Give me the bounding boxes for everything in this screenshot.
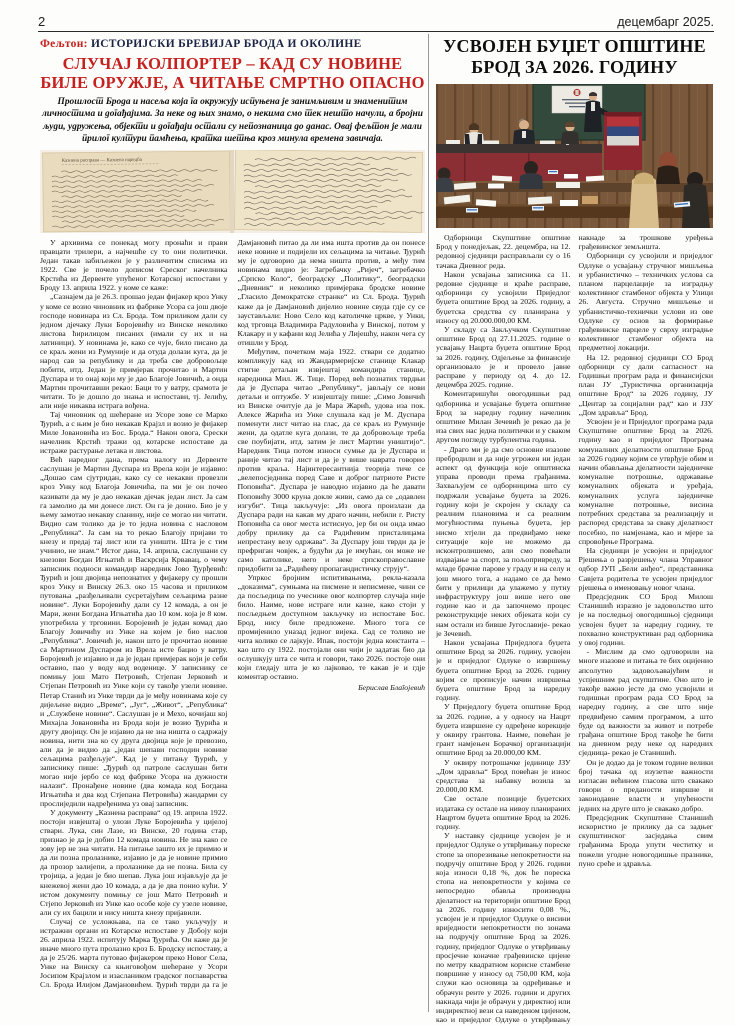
feuilleton-lead: Прошлост Брода и насеља која га окружују испуњена је занимљивим и знаменитим личностима и догађајима. За неке од њих знамо, о некима смо тек нешто начули, а бројни људи, удружења, објекти и догађаји остали су непознаница до данас. Овај фељтон је мали прилог култури памћења, кратка шетња кроз минула времена завичаја.	[42, 97, 423, 144]
council-session-photo	[436, 84, 713, 228]
feuilleton-kicker	[40, 38, 425, 50]
paragraph: Одборници су усвојили и приједлог Одлуке о усвајању стручног мишљења и урбанистичко – техничких услова са планом парцелације за изградњу колективног стамбеног објекта у Улици 26. Августа. Стручно мишљење и урбанистичко-технички услови из ове Одлуке су основ за формирање грађевинске парцеле у сврху изградње колективног стамбеног објекта на предметној локацији.	[578, 251, 713, 353]
feuilleton-article	[40, 36, 425, 994]
feuilleton-body	[40, 238, 425, 994]
paragraph: У наставку сједнице усвојен је и приједлог Одлуке о утврђивању пореске стопе за опорезивање непокретности на подручју општине Брод у 2026. години која износи 0,18 %, док ће пореска стопа на непокретности у којима се непосредно обавља производна дјелатност на територији општине Брод за 2026. годину износити 0,08 %., усвојен је и приједлог Одлуке о висини вриједности непокретности по зонама на подручју општине Брод за 2026. годину, приједлог Одлуке о утврђивању просјечне коначне грађевинске цијене по метру квадратном корисне стамбене површине у износу од 750,00 КМ, која служи као основица за одређивање и обрачун ренте у 2026. години и других накнада чији је обрачун у директној или индиректној вези са наведеном цијеном, као и приједлог Одлуке о утврђивању накнаде за трошкове уређења грађевинског земљишта.	[436, 233, 713, 1025]
paragraph: На 12. редовној сједници СО Брод одборници су дали сагласност на Годишњи програм рада и финансијски план ЈУ „Туристичка организација општине Брод“ за 2026 годину, ЈУ „Центар за социјални рад“ као и ЈЗУ „Дом здравља“ Брод.	[578, 352, 713, 417]
paragraph: У оквиру потрошачке јединице ЈЗУ „Дом здравља“ Брод повећан је износ средстава за набавку возила за 20.000,00 КМ.	[436, 757, 571, 795]
kicker-title: ИСТОРИЈСКИ БРЕВИЈАР БРОДА И ОКОЛИНЕ	[90, 38, 362, 50]
paragraph: Тај чиновник од шећеране из Усоре зове се Марко Ђурић, а с њим је био некакав Крајзл и возио је фијакер Миле Јовановића из Бос. Брода.“ Након овога, Срески начелник Крстић тражи од котарске испоставе да истраже растурање летака и листова.	[40, 410, 228, 456]
paragraph: У складу са Закључком Скупштине општине Брод од 27.11.2025. године о усвајању Нацрта буџета општине Брод за 2026. годину, Одјељење за финансије организовало је и провело јавне расправе у периоду од 4. до 12. децембра 2025. године.	[436, 325, 571, 390]
paragraph: У архивима се понекад могу пронаћи и прави правцати трилери, а најчешће су то они политички. Један такав забиљежен је у различитим списима из 1922. Све је почело дописом Среског начелника Крстића из Дервенте упућеног Котарској испостави у Броду 13. априла 1922. у коме се каже:	[40, 238, 228, 293]
feuilleton-byline: Берислав Благојевић	[358, 683, 425, 693]
document-header-text: Казнена расправа — Казнена наредба	[61, 158, 142, 164]
paragraph: Он је додао да је током године велики број тачака од изузетне важности изгласан већином гласова што свакако говори о преданости извршне и законодавне власти и упућености једних на друге што је свакако добро.	[578, 757, 713, 813]
kicker-label: Фељтон:	[40, 38, 88, 50]
paragraph: Предсједник Скупштине Станишић искористио је прилику да са задњег скупштинског засједања свим грађанима Брода упути честитку и пожели угодне новогодишње празнике, пуно среће и здравља.	[578, 812, 713, 868]
paragraph: У документу „Казнена расправа“ од 19. априла 1922. постоји извјештај о улози Луке Боројевића у цијелој ствари. Лука, син Лазе, из Винске, 20 година стар, признао је да је добио 12 комада новина. Не зна како се зову јер не зна читати. На питање зашто их је примио и да ли позна пролазнике, изјавио је да је новине примио да прозор залијепи, а пролазнике да не позна. Била су тројица, а један је био шепав. Лука још изјављује да је кнежевој жени дао 10 комада, а да је два понио кући. У истом документу помињу се још Мато Петровић и Стјепо Јерковић из Унке као особе које су узеле новине, али су их бацили и нису ништа кнезу пријавили.	[40, 808, 228, 917]
paragraph: Упркос бројним испитивањима, рекла-казала „доказима“, сумњама на писмене и неписмене, чини се да посљедица по учеснике овог колпортер случаја није било. Наиме, нове истраге или казне, како стоји у посљедњем доступном закључку из испоставе Бос. Брод, нису биле предложене. Много тога се промијенило уназад једног вијека. Сад се толико не чита колико се лајкује. Ипак, постоји једна константа – као што су 1922. постојали они чији је задатак био да ослушкују шта се чита и говори, тако 2026. постоје они који гледају шта је ко лајковао, те какав је и гдје коментар оставио.	[237, 572, 425, 682]
page-header	[38, 14, 714, 32]
section-divider	[428, 34, 429, 1012]
paragraph: - Драго ми је да смо основне изазове пребродили и да није угрожен ни један аспект од функција које општинска управа проводи према грађанима. Захваљујем се одборницима што су подржали усвајање буџета за 2026. годину који је скројен у складу са реалним плановима и са реалним могућностима пуњења буџета, јер нисмо хтјели да предвиђамо неке ситуације које не можемо да исконтролишемо, али смо повећали издвајање за спорт, за пољопривреду, за младе брачне парове у граду и на селу и још много тога, а надамо се да ћемо бити у прилици да улажемо у путну инфраструктуру још више него ове године као и да започнемо процес реконструкције неких објеката који су нам остали из бивше Југославије- рекао је Зечевић.	[436, 444, 571, 638]
budget-article	[436, 34, 713, 1025]
paragraph: Међутим, почетком маја 1922. ствари се додатно компликују кад из Жандармеријске станице Клакар стигне детаљан извјештај командира станице, наредника Мил. Ж. Тице. Поред већ познатих тврдњи да је Дуспара читао „Републику“, јављају се нови детаљи и оптужбе. У извјештају пише: „Симо Јовичић из Винске очитује да је Мара Жарић, удова иза пок. Алексе Жарића из Унке слушала кад је М. Дуспара поменути лист читао на глас, да се краљ из Румуније жени, да одатле куга долази, те да добровољце треба све поубијати, итд. затим је лист Мартин уништијо“. Наредник Тица потом износи сумње да је Дуспара и раније читао тај лист и да је у више наврата говорио против краља. Најинтересантнија теорија тиче се „велепосједника поред Саве и доброг патриоте Ристе Поповића“. Дуспара је наводно изјавио да ће давати Поповићу 3000 круна докле живи, само да се „одавлен изгуби“. Тица закључује: „Из овога произлази да Дуспара ради на какав му драго начин, небили г. Ристу Поповића са овог места истиснуо, јер би он онда имао добру прилику да са Радићевим присталицама непрестану везу одржава“. За Дуспару још тврди да је префриган човјек, а будући да је имућан, он може не само католике, него и неке српскоправославне придобити за „Радићеву пропагандистичку струју“.	[237, 346, 425, 573]
paragraph: Усвојен је и Приједлог програма рада Скупштине општине Брод за 2026. годину као и приједлог Програма комуналних дјелатности општине Брод за 2026 годину којим се утврђује обим и начин обављања дјелатности заједничке комуналне потрошње, одржавање комуналних објеката и уређаја, комуналних услуга заједничке комуналне потрошње, висина потребних средстава за реализацију и распоред средстава за сваку дјелатност посебно, по намјенама, као и мјере за спровођење Програма.	[578, 417, 713, 546]
paragraph: Након усвајања записника са 11. редовне сједнице и краће расправе, одборници су усвојили Приједлог буџета општине Брод за 2026. годину, а буџетска средства су планирана у износу од 20.000.000,00 КМ.	[436, 269, 571, 325]
podium-with-flag	[604, 112, 642, 170]
paragraph: Већ наредног дана, према налогу из Дервенте саслушан је Мартин Дуспара из Врела који је изјавио: „Дошао сам сјутридан, како су се некакви провезли кроз Унку код Благоја Јовичића, па ми је он почео казивати да му је дао некакав дјечак један лист. Ја сам га замолио да ми донесе лист. Он га је донио. Био је у њему замотао некакву сланину, није се могао ни читати. Видио сам толико да је то једна новина с насловом „Република“. Ја сам на то рекао Благоју пријави то кнезу и предај тај лист или га уништи. Шта је с тим учинио, не знам.“ Истог дана, 14. априла, саслушани су кнезови Богдан Игњатић и Васкрсија Крвавац, о чему записник подноси командир наредник Јово Ђурђевић: Ђурић и још двојица непознатих у фијакеру су прошли кроз Унку и Винску 26.3. око 15 часова и приликом путовања „разђељивали сусретајућим сељацима разне новине“. Луки Боројевићу дали су 12 комада, а он је Мари, жени Богдана Игњатића дао 10 ком. која је 8 ком. употребила у трговини. Боројевић је један комад дао Благоју Јовичићу из Унке на којем је био наслов „Република“. Јовичић је, након што је прочитао новине са Мартином Дуспаром из Врела исте бацио у ватру. Боројевић је изјавио и да је један примјерак који је себи оставио, пао у воду код воденице. У записнику се помињу још Мато Петровић, Стјепан Јерковић и Стјепан Петровић из Унке који су такође узели новине. Петар Станић из Унке тврди да је међу новинама које су дијељене видио „Време“, „Југ“, „Живот“, „Република“ и „Службене новине“. Саслушан је и Мехо, кочијаш кој Михајла Јовановића из Брода који је возио Ђурића и другу двојицу. Он је изјавио да не зна ништа о садржају новина, нити зна ко су друга двојица које је превозио, али да је видио да „један шепави господин новине сељацима разђељује“. Кад је у питању Ђурић, у записнику пише: „Ђурић од патроле саслушан бити могао није јербо се код фабрике Усора на дужности налази“. Пронађене новине (два комада код Богдана Игњатића и два код Стјепана Петровића) жандарми су прослиједили надређенима уз овај записник.	[40, 455, 228, 809]
paragraph: На сједници је усвојен и приједлог Рјешења о разрјешењу члана Управног одбор ЈУП „Бели анђео“, представника Савјета родитеља те усвојен приједлог рјешења о именовању новог члана.	[578, 545, 713, 592]
paragraph: Коментаришући овогодишњи рад одборника и усвајање буџета општине Брод за наредну годину начелник општине Милан Зечевић је рекао да је иза свих нас једна политички и у сваком другом погледу турбулентна година.	[436, 389, 571, 445]
paragraph: „Сазнајем да је 26.3. прошао један фијакер кроз Унку у коме се возио чиновник из фабрике Усора са још двоје господе новинара из Сл. Брода. Том приликом дали су једном дјечаку Луки Боројевићу из Винске неколико листова ћирилицом писаних (имали су их и на латиници). У новинама је, како се чује, било писано да се краљ жени из Румуније и да отуда долази куга, да је народ сав за републику и да треба све добровољце побити, итд. Један је примјерак прочитао и Мартин Дуспара и то онај који му је дао Благоје Јовичић, а онда Мартин прочитавши рекао: Баци то у ватру, срамота је читати. То је дошло до знања и испостави, тј. Јелићу, али није никаква истрага вођена.	[40, 292, 228, 411]
documents-photo	[40, 150, 425, 233]
page-date: децембарг 2025.	[617, 15, 714, 29]
budget-paragraphs	[436, 233, 713, 1025]
paragraph: - Мислим да смо одговорили на многе изазове и питања те бих оцијенио апсолутно задовољавајућим и успјешним рад скупштине. Оно што је такође важно јесте да смо усвојили и годишњи програм рада СО Брод за наредну годину, а све што није предвиђено самим програмом, а што буде од важности за живот и потребе грађана општине Брод такође ће бити на дневном реду неке од наредних сједница- рекао је Станишић.	[578, 647, 713, 758]
paragraph: У Приједлогу буџета општине Брод за 2026. године, а у односу на Нацрт буџета извршене су одређене корекције у оквиру грантова. Наиме, повећан је грант намјењен Борачкој организацији општине Брод за 20.000,00 КМ.	[436, 702, 571, 758]
budget-body	[436, 233, 713, 1025]
feuilleton-paragraphs	[40, 238, 425, 994]
paragraph: Случај се усложњава, па се тако укључују и истражни органи из Котарске испоставе у Добоју који 26. априла 1922. испитују Марка Ђурића. Он каже да је иначе много пута пролазно кроз Б. Бродску испоставу, а да је 25/26. марта путовао фијакером преко Новог Села, Унке на Винску са књиговођом шећеране у Усори Јосипом Крајзлом и изаслаником градског поглаварства Сл. Брода Илијом Дамјановићем. Ђурић тврди да га је Дамјановић питао да ли има ишта против да он понесе неке новине и подијели их сељацима за читање. Ђурић му је одговорио да нема ништа против, а међу тим новинама видио је: Загребачку „Ријеч“, загребачко „Српско Коло“, београдску „Политику“, београдски „Дневник“ и неколико примјерака бродске новине „Гласило Демократске странке“ из Сл. Брода. Ђурић каже да је Дамјановић дијелио новине свуда гдје су се заустављали: Ново Село код католичке цркве, у Унки, код трговца Владимира Радуловића у Винској, потом у Клакару и у кафани код Јелића у Лијешћу, након чега су отишли у Брод.	[40, 238, 425, 990]
feuilleton-headline: СЛУЧАЈ КОЛПОРТЕР – КАД СУ НОВИНЕ БИЛЕ ОРУЖЈЕ, А ЧИТАЊЕ СМРТНО ОПАСНО	[40, 54, 425, 92]
budget-headline: УСВОЈЕН БУЏЕТ ОПШТИНЕ БРОД ЗА 2026. ГОДИНУ	[443, 36, 706, 77]
page-number: 2	[38, 14, 46, 29]
paragraph: Након усвајања Приједлога буџета општине Брод за 2026. годину, усвојен је и приједлог Одлуке о извршењу буџета општине Брод за 2026. годину којим се прописује начин извршења буџета општине Брод за наредну годину.	[436, 637, 571, 703]
paragraph: Одборници Скупштине општине Брод у понедјељак, 22. децембра, на 12. редовној сједници расправљали су о 16 тачака Дневног реда.	[436, 233, 571, 270]
paragraph: Предсједник СО Брод Милош Станишић изразио је задовољство што је на последњој овогодишњој сједници усвојен буџет за наредну годину, те похвално конструктиван рад одборника у овој години.	[578, 591, 713, 647]
paragraph: Све остале позиције буџетских издатака су остале на нивоу планираних Нацртом буџета општине Брод за 2026. годину.	[436, 794, 571, 831]
